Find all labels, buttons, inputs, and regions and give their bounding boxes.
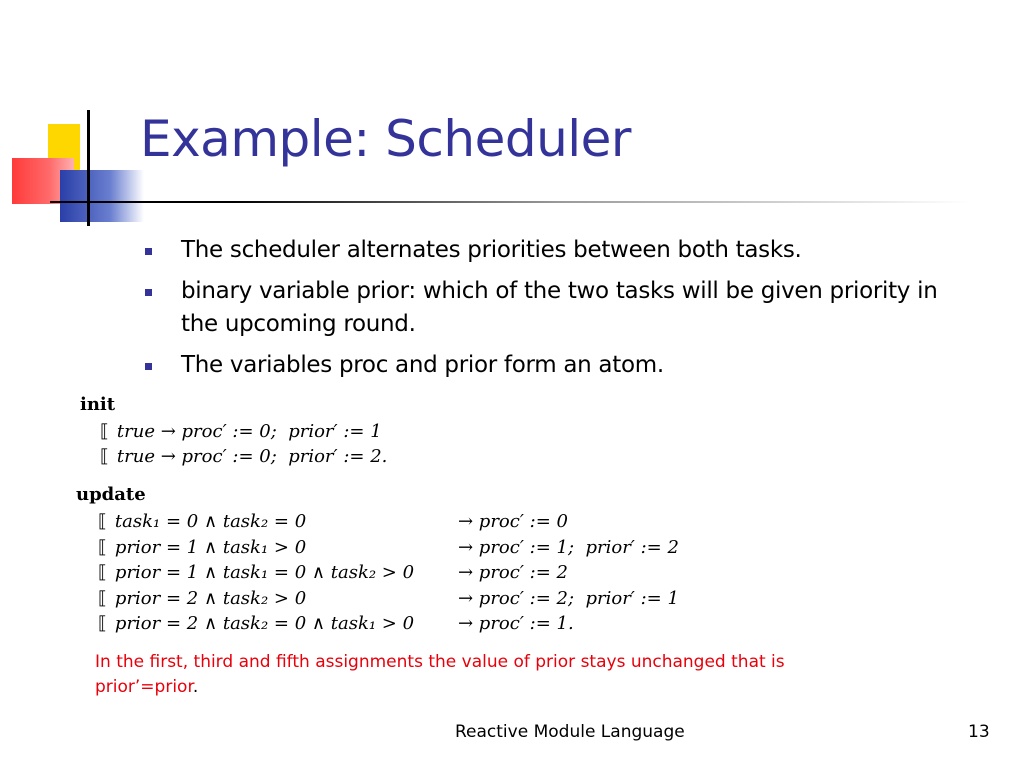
note-text (95, 650, 875, 700)
bullet-item (142, 234, 942, 267)
bullet-text: The scheduler alternates priorities between both tasks. (181, 237, 802, 263)
update-action: → proc′ := 1; prior′ := 2 (458, 537, 679, 558)
footer-text: Reactive Module Language (455, 722, 685, 742)
update-action: → proc′ := 2; prior′ := 1 (458, 588, 679, 609)
update-block (76, 484, 679, 634)
update-keyword: update (76, 484, 146, 505)
bullet-text: The variables proc and prior form an atom. (181, 352, 664, 378)
init-row: ⟦ true → proc′ := 0; prior′ := 2. (100, 446, 388, 467)
title-underline (50, 201, 970, 203)
init-row-text: true → proc′ := 0; prior′ := 1 (116, 421, 382, 442)
logo-vertical-line (87, 110, 90, 226)
update-action: → proc′ := 2 (458, 562, 568, 583)
bullet-list (142, 234, 942, 390)
init-row: ⟦ true → proc′ := 0; prior′ := 1 (100, 421, 382, 442)
init-keyword: init (80, 394, 116, 415)
update-guard: prior = 1 ∧ task₁ > 0 (114, 537, 307, 558)
update-row: ⟦ prior = 2 ∧ task₂ = 0 ∧ task₁ > 0 → proc′ := 1. (98, 613, 574, 634)
logo-blue-square (60, 170, 144, 222)
slide-title: Example: Scheduler (140, 110, 631, 168)
update-guard: task₁ = 0 ∧ task₂ = 0 (114, 511, 307, 532)
update-row: ⟦ task₁ = 0 ∧ task₂ = 0 → proc′ := 0 (98, 511, 568, 532)
slide-logo-decoration (0, 100, 150, 230)
update-guard: prior = 1 ∧ task₁ = 0 ∧ task₂ > 0 (114, 562, 415, 583)
bullet-item (142, 349, 942, 382)
update-guard: prior = 2 ∧ task₂ = 0 ∧ task₁ > 0 (114, 613, 415, 634)
note-body: In the first, third and fifth assignments the value of prior stays unchanged that is prior’=prior (95, 652, 785, 697)
page-number: 13 (968, 722, 990, 742)
init-row-text: true → proc′ := 0; prior′ := 2. (116, 446, 388, 467)
update-action: → proc′ := 1. (458, 613, 574, 634)
bullet-item (142, 275, 942, 341)
update-guard: prior = 2 ∧ task₂ > 0 (114, 588, 307, 609)
update-row: ⟦ prior = 1 ∧ task₁ > 0 → proc′ := 1; prior′ := 2 (98, 537, 679, 558)
update-row: ⟦ prior = 1 ∧ task₁ = 0 ∧ task₂ > 0 → proc′ := 2 (98, 562, 568, 583)
bullet-square-icon (145, 289, 152, 296)
update-action: → proc′ := 0 (458, 511, 568, 532)
bullet-text: binary variable prior: which of the two tasks will be given priority in the upcoming round. (181, 278, 938, 337)
init-block (80, 394, 388, 478)
bullet-square-icon (145, 248, 152, 255)
bullet-square-icon (145, 363, 152, 370)
note-period: . (192, 677, 199, 697)
update-row: ⟦ prior = 2 ∧ task₂ > 0 → proc′ := 2; prior′ := 1 (98, 588, 679, 609)
